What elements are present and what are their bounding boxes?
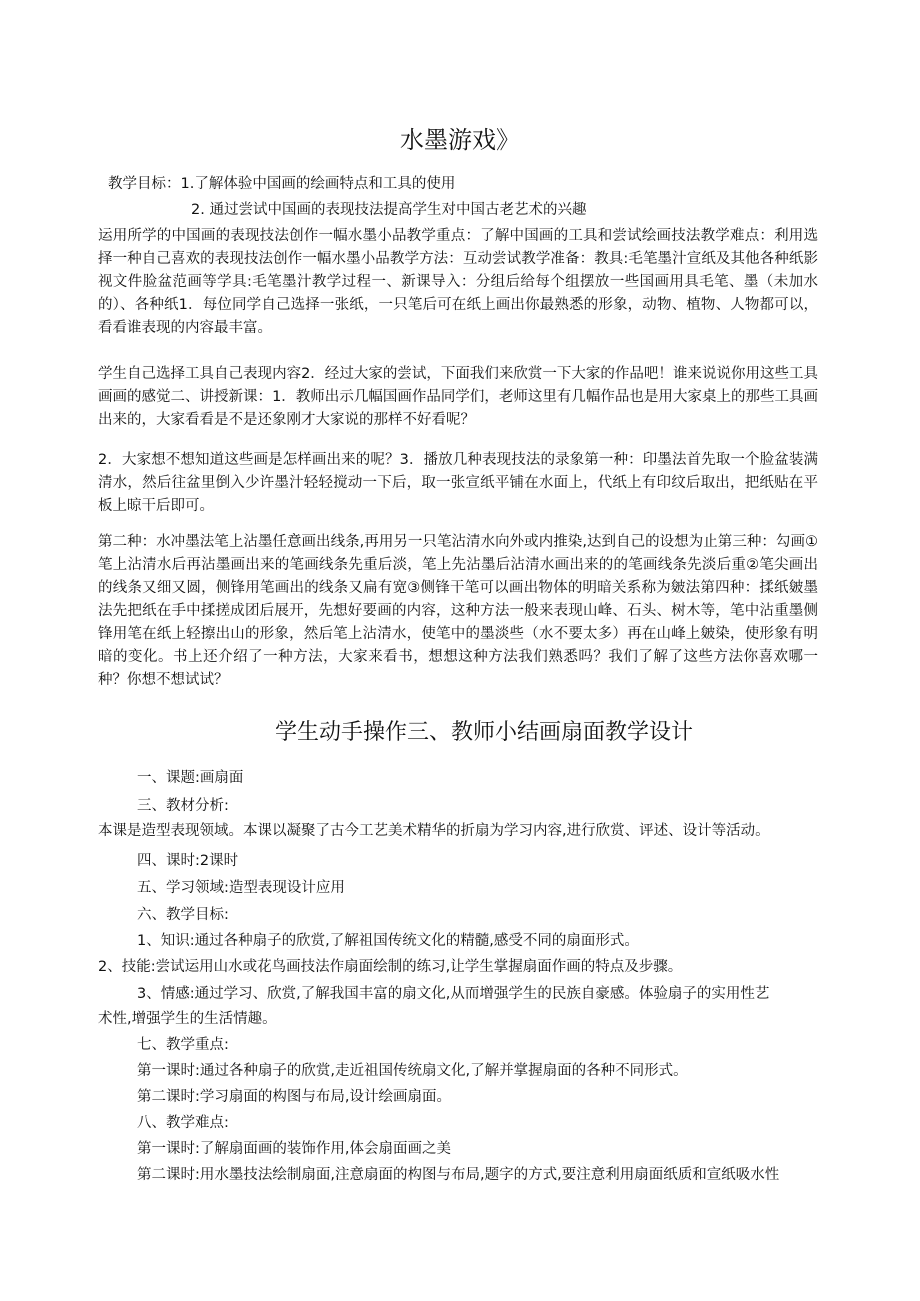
lesson-topic: 一、课题:画扇面 [137,770,244,786]
goal-emotion-cont: 术性,增强学生的生活情趣。 [98,1011,277,1027]
key-point-2: 第二课时:学习扇面的构图与布局,设计绘画扇面。 [137,1089,451,1105]
section-heading: 学生动手操作三、教师小结画扇面教学设计 [274,720,693,745]
learning-field: 五、学习领域:造型表现设计应用 [137,880,345,896]
difficulty-1: 第一课时:了解扇面画的装饰作用,体会扇面画之美 [137,1141,451,1157]
paragraph-2: 学生自己选择工具自己表现内容2．经过大家的尝试，下面我们来欣赏一下大家的作品吧！谁来说说你用这些工具画画的感觉二、讲授新课：1．教师出示几幅国画作品同学们，老师这里有几幅作品也是用大家桌上的那些工具画出来的，大家看看是不是还象刚才大家说的那样不好看呢？ [98,366,818,428]
material-analysis-heading: 三、教材分析: [137,798,229,814]
key-point-1: 第一课时:通过各种扇子的欣赏,走近祖国传统扇文化,了解并掌握扇面的各种不同形式。 [137,1063,688,1079]
paragraph-4: 第二种：水冲墨法笔上沾墨任意画出线条,再用另一只笔沾清水向外或内推染,达到自己的设想为止第三种：勾画①笔上沾清水后再沾墨画出来的笔画线条先重后淡，笔上先沾墨后沾清水画出来的的笔画线条先淡后重②笔尖画出的线条又细又圆，侧锋用笔画出的线条又扁有宽③侧锋干笔可以画出物体的明暗关系称为皴法第四种：揉纸皴墨法先把纸在手中揉搓成团后展开，先想好要画的内容，这种方法一般来表现山峰、石头、树木等，笔中沾重墨侧锋用笔在纸上轻擦出山的形象，然后笔上沾清水，使笔中的墨淡些（水不要太多）再在山峰上皴染，使形象有明暗的变化。书上还介绍了一种方法，大家来看书，想想这种方法我们熟悉吗？我们了解了这些方法你喜欢哪一种？你想不想试试？ [98,534,818,688]
goal-skill: 2、技能:尝试运用山水或花鸟画技法作扇面绘制的练习,让学生掌握扇面作画的特点及步骤。 [98,959,683,975]
lesson-hours: 四、课时:2课时 [137,853,239,869]
difficulties-heading: 八、教学难点: [137,1115,229,1131]
paragraph-1: 运用所学的中国画的表现技法创作一幅水墨小品教学重点：了解中国画的工具和尝试绘画技法教学难点：利用选择一种自己喜欢的表现技法创作一幅水墨小品教学方法：互动尝试教学准备：教具:毛笔墨汁宣纸及其他各种纸影视文件脸盆范画等学具:毛笔墨汁教学过程一、新课导入：分组后给每个组摆放一些国画用具毛笔、墨（未加水的）、各种纸1．每位同学自己选择一张纸，一只笔后可在纸上画出你最熟悉的形象，动物、植物、人物都可以，看看谁表现的内容最丰富。 [98,228,818,336]
document-title: 水墨游戏》 [400,126,520,154]
teaching-goal-2: 2. 通过尝试中国画的表现技法提高学生对中国古老艺术的兴趣 [191,202,587,218]
material-analysis-text: 本课是造型表现领域。本课以凝聚了古今工艺美术精华的折扇为学习内容,进行欣赏、评述、设计等活动。 [98,823,770,839]
goal-emotion: 3、情感:通过学习、欣赏,了解我国丰富的扇文化,从而增强学生的民族自豪感。体验扇子的实用性艺 [137,986,770,1002]
difficulty-2: 第二课时:用水墨技法绘制扇面,注意扇面的构图与布局,题字的方式,要注意利用扇面纸质和宣纸吸水性 [137,1167,780,1183]
teaching-goals-heading: 六、教学目标: [137,907,229,923]
paragraph-3: 2．大家想不想知道这些画是怎样画出来的呢？3．播放几种表现技法的录象第一种：印墨法首先取一个脸盆装满清水，然后往盆里倒入少许墨汁轻轻搅动一下后，取一张宣纸平铺在水面上，代纸上有印纹后取出，把纸贴在平板上晾干后即可。 [98,452,818,514]
teaching-goal-1: 教学目标：1.了解体验中国画的绘画特点和工具的使用 [108,176,456,192]
key-points-heading: 七、教学重点: [137,1037,229,1053]
goal-knowledge: 1、知识:通过各种扇子的欣赏,了解祖国传统文化的精髓,感受不同的扇面形式。 [137,933,639,949]
